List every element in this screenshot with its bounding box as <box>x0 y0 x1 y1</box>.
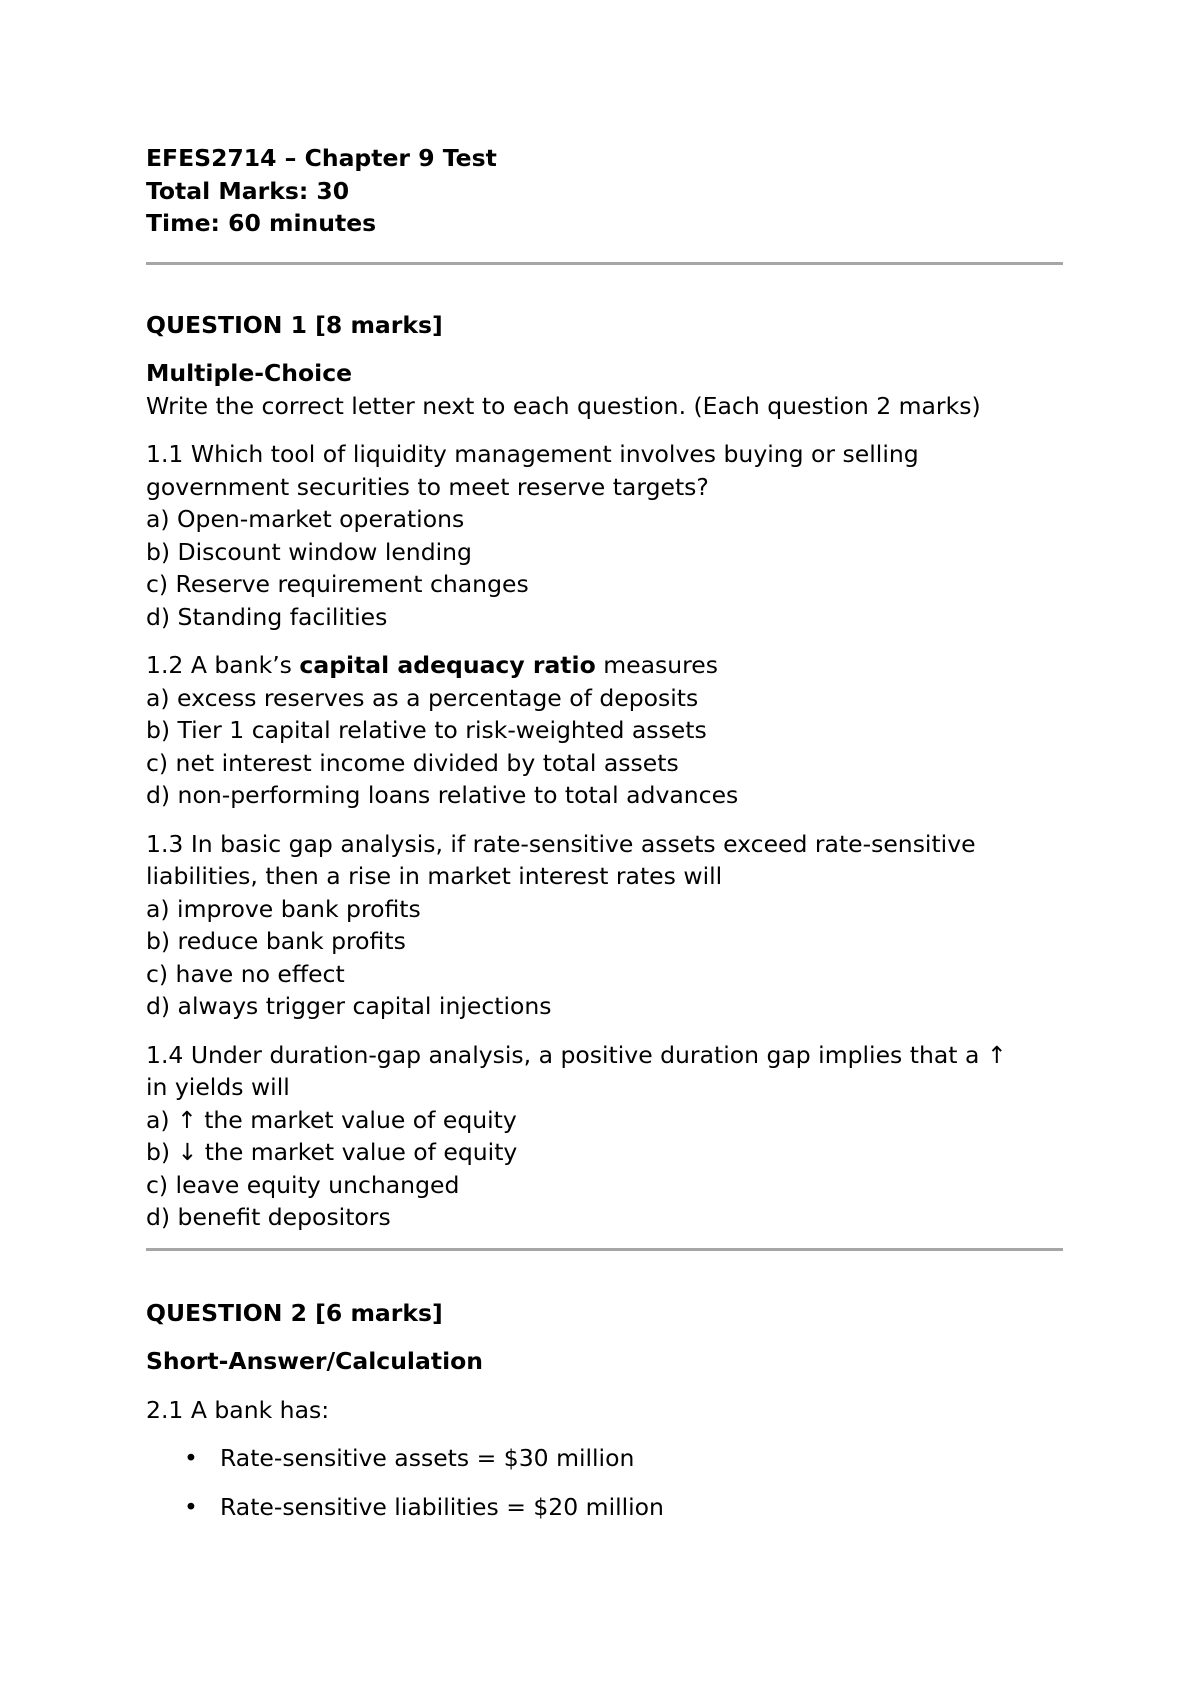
stem-bold-term: capital adequacy ratio <box>299 651 596 679</box>
answer-option: d) benefit depositors <box>146 1203 391 1231</box>
question-stem: liabilities, then a rise in market interest rates will <box>146 862 723 890</box>
stem-prefix: 1.2 A bank’s <box>146 651 300 679</box>
answer-option: d) non-performing loans relative to total advances <box>146 781 739 809</box>
bullet-icon: • <box>184 1444 198 1472</box>
question-1-1 <box>146 438 1066 633</box>
instruction-text: Write the correct letter next to each question. (Each question 2 marks) <box>146 391 981 420</box>
list-item <box>146 1491 1066 1524</box>
time-limit: Time: 60 minutes <box>146 209 377 237</box>
section-subtitle: Short-Answer/Calculation <box>146 1347 483 1375</box>
list-item-text: Rate-sensitive liabilities = $20 million <box>220 1492 664 1521</box>
total-marks: Total Marks: 30 <box>146 176 350 205</box>
question-stem <box>146 649 1066 682</box>
question-stem: 1.3 In basic gap analysis, if rate-sensitive assets exceed rate-sensitive <box>146 829 976 858</box>
document-page <box>146 142 1066 1523</box>
question-stem: government securities to meet reserve targets? <box>146 472 709 501</box>
test-title: EFES2714 – Chapter 9 Test <box>146 144 497 172</box>
horizontal-divider <box>146 1248 1063 1251</box>
stem-suffix: measures <box>595 651 718 679</box>
answer-option: b) Tier 1 capital relative to risk-weighted assets <box>146 716 707 744</box>
answer-option: a) improve bank profits <box>146 894 421 923</box>
answer-option: c) leave equity unchanged <box>146 1170 460 1199</box>
answer-option: d) always trigger capital injections <box>146 992 552 1020</box>
question-1-3 <box>146 828 1066 1023</box>
answer-option: c) net interest income divided by total assets <box>146 748 679 777</box>
test-header <box>146 142 1066 240</box>
question-stem: 2.1 A bank has: <box>146 1395 330 1424</box>
question-2-heading: QUESTION 2 [6 marks] <box>146 1298 443 1327</box>
answer-option: d) Standing facilities <box>146 602 388 631</box>
answer-option: b) reduce bank profits <box>146 927 406 955</box>
list-item-text: Rate-sensitive assets = $30 million <box>220 1444 635 1472</box>
answer-option: a) excess reserves as a percentage of deposits <box>146 683 699 712</box>
question-1-heading: QUESTION 1 [8 marks] <box>146 310 443 339</box>
bullet-icon: • <box>184 1492 198 1521</box>
bullet-list <box>146 1442 1066 1523</box>
question-stem: 1.1 Which tool of liquidity management involves buying or selling <box>146 440 919 468</box>
question-1-2 <box>146 649 1066 812</box>
answer-option: a) Open-market operations <box>146 505 465 533</box>
answer-option: c) Reserve requirement changes <box>146 570 529 598</box>
list-item <box>146 1442 1066 1475</box>
answer-option: b) ↓ the market value of equity <box>146 1138 518 1166</box>
question-stem: in yields will <box>146 1073 290 1101</box>
answer-option: c) have no effect <box>146 959 345 988</box>
question-1-intro <box>146 357 1066 422</box>
question-stem: 1.4 Under duration-gap analysis, a positive duration gap implies that a ↑ <box>146 1040 1007 1069</box>
section-subtitle: Multiple-Choice <box>146 359 353 387</box>
question-1-4 <box>146 1039 1066 1234</box>
answer-option: b) Discount window lending <box>146 537 472 566</box>
horizontal-divider <box>146 262 1063 265</box>
answer-option: a) ↑ the market value of equity <box>146 1105 517 1134</box>
